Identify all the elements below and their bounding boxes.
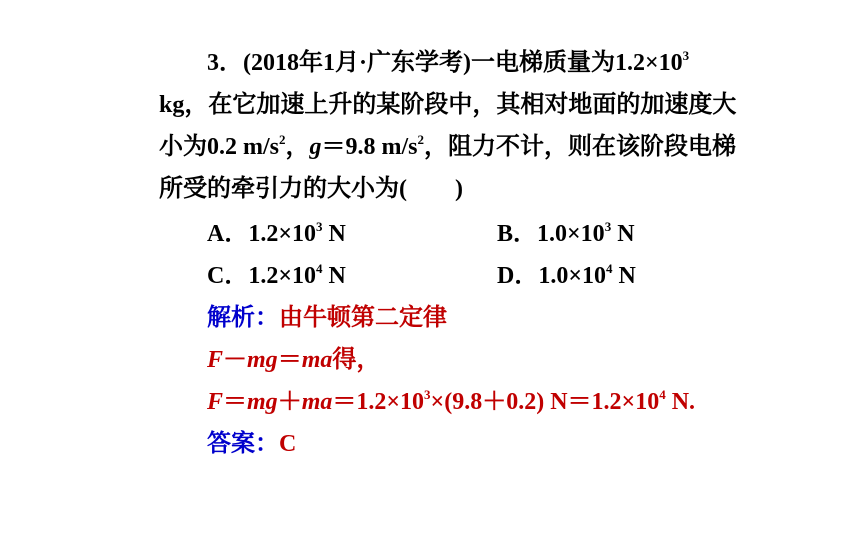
analysis-equation-1: F－mg＝ma得， [207,347,381,373]
option-c: C．$1.2\times 10^4$ N [207,261,346,289]
option-d: D．$1.0\times 10^4$ N [497,261,636,289]
answer-label: 答案： [207,431,279,457]
option-a: A．$1.2\times 10^3$ N [207,219,346,247]
question-line-4: 所受的牵引力的大小为( ) [159,176,463,202]
analysis-line-1: 解析：由牛顿第二定律 [207,305,447,331]
analysis-label: 解析： [207,305,279,331]
question-line-2: kg，在它加速上升的某阶段中，其相对地面的加速度大 [159,92,737,118]
question-line-1: 3．(2018年1月·广东学考)一电梯质量为$1.2\times 10^3$ [207,48,690,76]
analysis-equation-2: $F=mg+ma=1.2\times 10^3\times(9.8+0.2)$ $N=1.2\times 10^4$ N. [207,387,696,415]
answer-line [207,429,296,459]
question-line-3: 小为0.2 $m/s^2$，g＝9.8 $m/s^2$，阻力不计，则在该阶段电梯 [159,132,736,160]
option-b: B．$1.0\times 10^3$ N [497,219,635,247]
answer-value: C [279,431,297,457]
